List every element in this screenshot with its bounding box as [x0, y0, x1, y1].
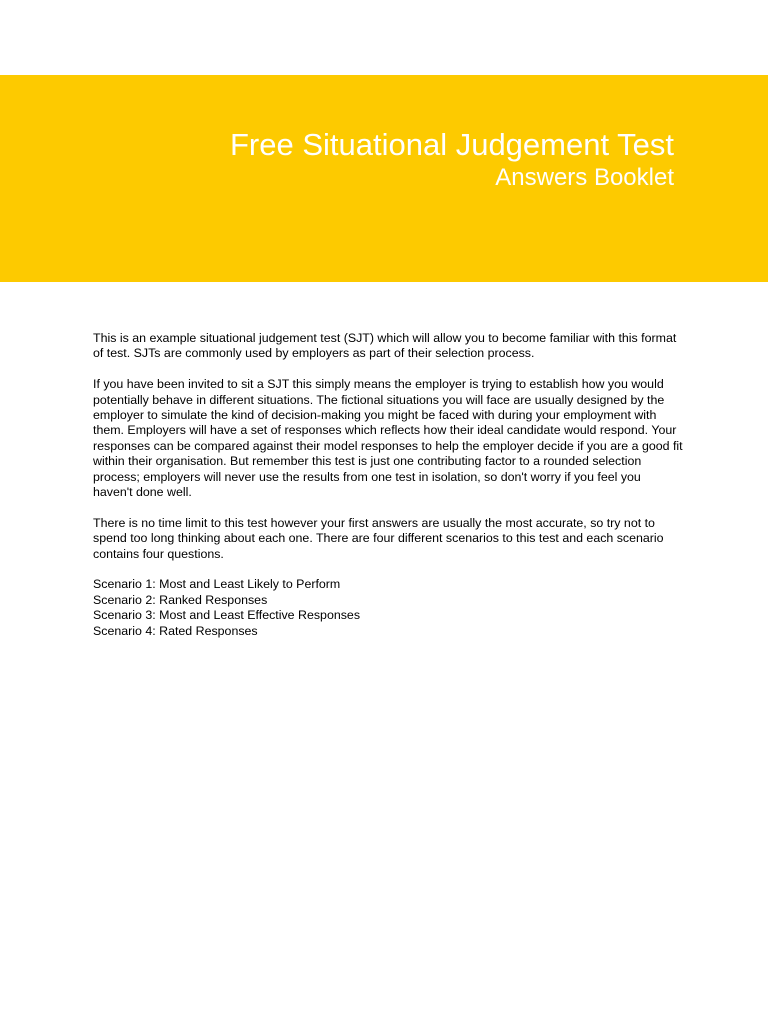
document-title: Free Situational Judgement Test — [229, 127, 674, 162]
document-subtitle: Answers Booklet — [495, 164, 674, 191]
intro-paragraph: This is an example situational judgement test (SJT) which will allow you to become familiar with this format of test. SJTs are commonly used by employers as part of their selection process. — [93, 331, 677, 361]
scenario-item: Scenario 4: Rated Responses — [93, 623, 258, 638]
scenario-item: Scenario 2: Ranked Responses — [93, 592, 268, 607]
instructions-paragraph: There is no time limit to this test however your first answers are usually the most accurate, so try not to spend too long thinking about each one. There are four different scenarios to this test and each scenario contains four questions. — [93, 515, 664, 561]
intro-section — [93, 331, 683, 639]
scenario-item: Scenario 3: Most and Least Effective Responses — [93, 608, 361, 623]
scenario-item: Scenario 1: Most and Least Likely to Perform — [93, 577, 341, 592]
header-banner — [0, 75, 768, 282]
scenario-list — [93, 577, 683, 639]
explanation-paragraph: If you have been invited to sit a SJT this simply means the employer is trying to establish how you would potentially behave in different situations. The fictional situations you will face are usually designed by the employer to simulate the kind of decision-making you might be faced with during your employment with them. Employers will have a set of responses which reflects how their ideal candidate would respond. Your responses can be compared against their model responses to help the employer decide if you are a good fit within their organisation. But remember this test is just one contributing factor to a rounded selection process; employers will never use the results from one test in isolation, so don't worry if you feel you haven't done well. — [93, 377, 683, 500]
